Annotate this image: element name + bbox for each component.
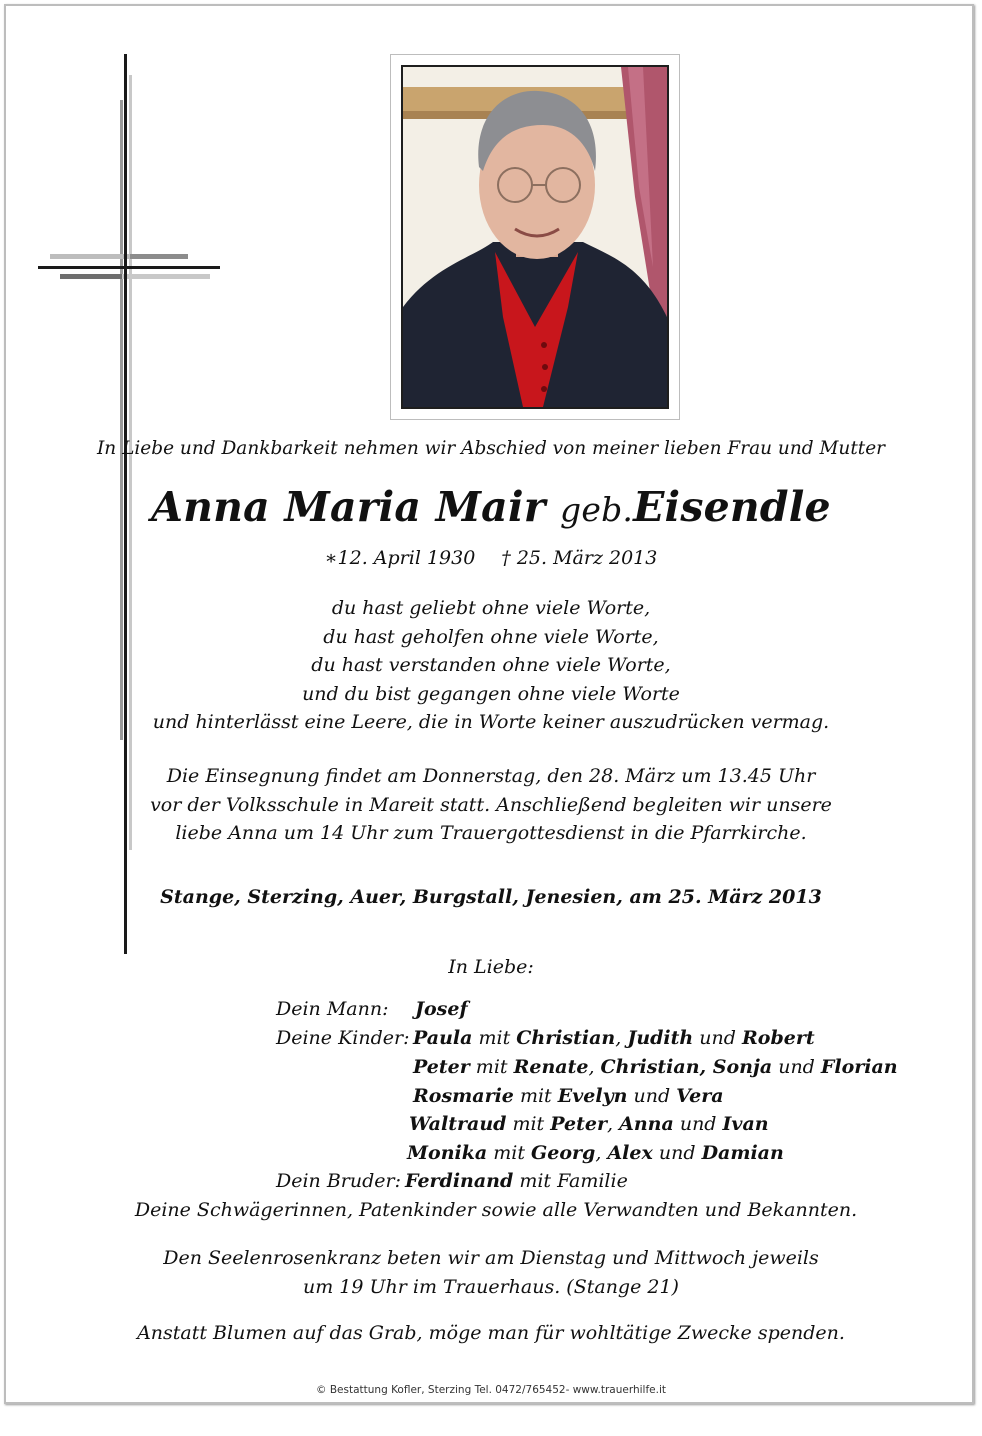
life-dates <box>0 547 982 569</box>
poem-line: du hast verstanden ohne viele Worte, <box>311 654 671 677</box>
footer-credit: © Bestattung Kofler, Sterzing Tel. 0472/765452- www.trauerhilfe.it <box>316 1384 666 1396</box>
rosary-line: Den Seelenrosenkranz beten wir am Dienstag und Mittwoch jeweils <box>163 1247 819 1269</box>
child-row: Paula mit Christian, Judith und Robert <box>413 1027 815 1049</box>
service-line: liebe Anna um 14 Uhr zum Trauergottesdienst in die Pfarrkirche. <box>175 822 807 845</box>
service-line: Die Einsegnung findet am Donnerstag, den 28. März um 13.45 Uhr <box>166 765 816 787</box>
poem-line: und du bist gegangen ohne viele Worte <box>302 682 680 705</box>
poem-line: du hast geliebt ohne viele Worte, <box>331 597 651 619</box>
given-name: Anna Maria Mair <box>151 483 546 531</box>
in-liebe-heading: In Liebe: <box>448 956 534 978</box>
child-row: Waltraud mit Peter, Anna und Ivan <box>409 1113 769 1135</box>
service-info <box>0 762 982 848</box>
child-row: Rosmarie mit Evelyn und Vera <box>413 1085 724 1107</box>
poem-line: du hast geholfen ohne viele Worte, <box>323 625 659 648</box>
death-date: † 25. März 2013 <box>501 547 658 569</box>
child-row: Peter mit Renate, Christian, Sonja und Florian <box>413 1056 898 1078</box>
place-date: Stange, Sterzing, Auer, Burgstall, Jenesien, am 25. März 2013 <box>160 886 822 908</box>
rosary-info <box>0 1244 982 1301</box>
child-row: Monika mit Georg, Alex und Damian <box>407 1142 784 1164</box>
deceased-name <box>0 483 982 531</box>
intro-text: In Liebe und Dankbarkeit nehmen wir Abschied von meiner lieben Frau und Mutter <box>97 438 885 459</box>
brother-label: Dein Bruder: <box>276 1170 402 1192</box>
poem-line: und hinterlässt eine Leere, die in Worte keiner auszudrücken vermag. <box>152 711 830 734</box>
service-line: vor der Volksschule in Mareit statt. Anschließend begleiten wir unsere <box>150 793 832 816</box>
brother-name: Ferdinand mit Familie <box>405 1170 628 1192</box>
portrait-photo <box>401 65 669 409</box>
poem <box>0 594 982 737</box>
husband-label: Dein Mann: <box>276 998 389 1020</box>
flowers-note: Anstatt Blumen auf das Grab, möge man für wohltätige Zwecke spenden. <box>137 1322 845 1344</box>
rosary-line: um 19 Uhr im Trauerhaus. (Stange 21) <box>303 1275 679 1298</box>
birth-date: ∗12. April 1930 <box>324 547 476 569</box>
husband-name: Josef <box>415 998 468 1020</box>
maiden-name: Eisendle <box>633 483 831 531</box>
portrait-frame <box>390 54 680 420</box>
others-line: Deine Schwägerinnen, Patenkinder sowie alle Verwandten und Bekannten. <box>134 1199 858 1221</box>
children-label: Deine Kinder: <box>276 1027 410 1049</box>
geb-label: geb. <box>560 490 634 529</box>
